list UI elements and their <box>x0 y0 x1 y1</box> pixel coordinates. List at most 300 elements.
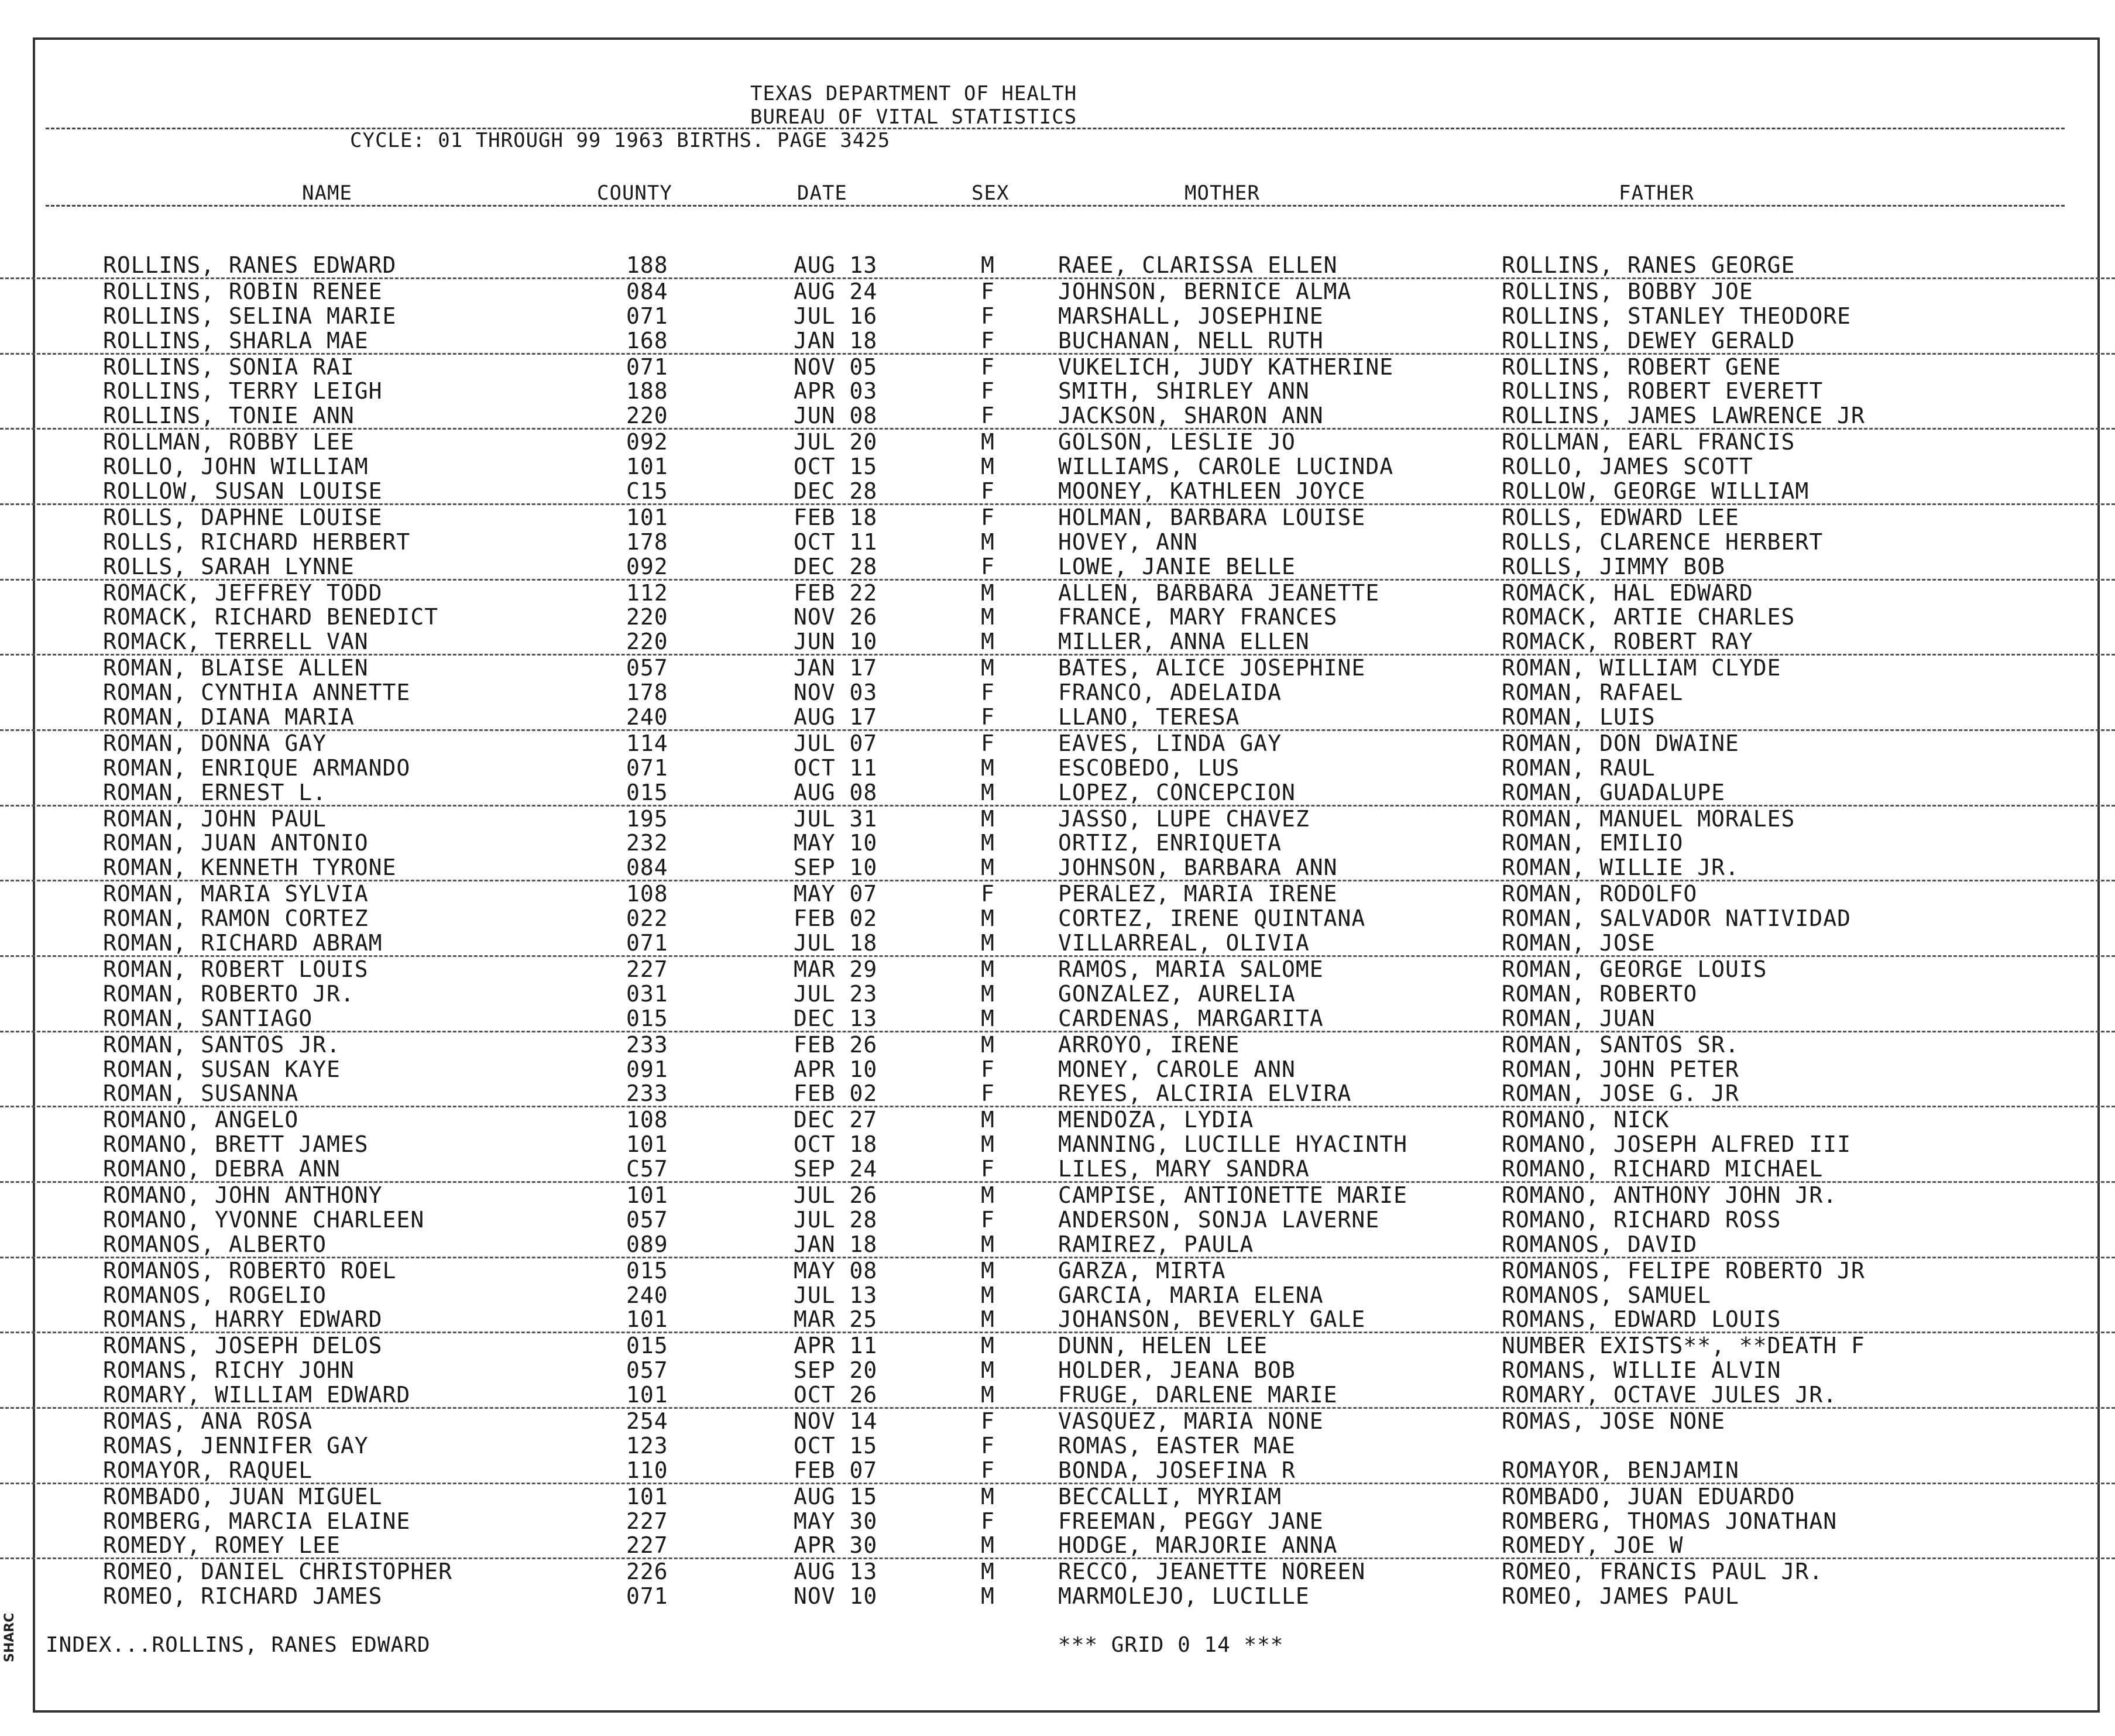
cell-county: 232 <box>626 830 668 856</box>
cell-sex: M <box>981 956 995 982</box>
table-row <box>0 379 2115 403</box>
table-row <box>0 1283 2115 1308</box>
cell-date: MAY 07 <box>794 881 878 907</box>
cell-sex: F <box>981 1206 995 1233</box>
table-row <box>0 1258 2115 1283</box>
cell-mother: HOLDER, JEANA BOB <box>1058 1357 1296 1384</box>
cell-name: ROMANO, DEBRA ANN <box>103 1156 341 1182</box>
table-row <box>0 581 2115 605</box>
table-row <box>0 505 2115 530</box>
cell-name: ROLLINS, RANES EDWARD <box>103 252 397 278</box>
cell-county: 195 <box>626 805 668 832</box>
cell-name: ROMEDY, ROMEY LEE <box>103 1532 341 1559</box>
table-row <box>0 279 2115 304</box>
cell-county: 031 <box>626 980 668 1007</box>
cell-sex: F <box>981 378 995 404</box>
cell-father: ROMANOS, SAMUEL <box>1502 1282 1712 1308</box>
cell-mother: LLANO, TERESA <box>1058 704 1240 730</box>
cell-name: ROMAN, CYNTHIA ANNETTE <box>103 680 411 706</box>
cell-mother: VILLARREAL, OLIVIA <box>1058 930 1310 956</box>
cell-name: ROMAS, ANA ROSA <box>103 1408 313 1434</box>
cell-county: 091 <box>626 1056 668 1082</box>
cell-sex: M <box>981 1131 995 1158</box>
cell-father: ROLLINS, STANLEY THEODORE <box>1502 303 1851 329</box>
cell-mother: MOONEY, KATHLEEN JOYCE <box>1058 478 1366 505</box>
cell-date: SEP 10 <box>794 855 878 881</box>
cell-county: 188 <box>626 378 668 404</box>
cell-county: 071 <box>626 1583 668 1610</box>
cell-name: ROMAN, ENRIQUE ARMANDO <box>103 754 411 781</box>
cell-father: ROMAN, MANUEL MORALES <box>1502 805 1795 832</box>
cell-sex: F <box>981 278 995 304</box>
cell-father: ROMANO, ANTHONY JOHN JR. <box>1502 1182 1838 1208</box>
cell-date: OCT 11 <box>794 529 878 555</box>
cell-father: ROLLO, JAMES SCOTT <box>1502 454 1753 480</box>
cell-date: JUN 08 <box>794 403 878 429</box>
cell-father: ROMAN, DON DWAINE <box>1502 730 1739 756</box>
table-row <box>0 304 2115 328</box>
cell-county: 101 <box>626 1306 668 1333</box>
table-row <box>0 403 2115 430</box>
cell-sex: M <box>981 805 995 832</box>
cell-sex: M <box>981 1333 995 1359</box>
cell-father: ROLLS, CLARENCE HERBERT <box>1502 529 1824 555</box>
cell-county: 168 <box>626 327 668 354</box>
cell-county: 092 <box>626 429 668 455</box>
cell-county: 233 <box>626 1080 668 1107</box>
header-rule <box>46 128 2065 129</box>
cell-name: ROLLINS, SELINA MARIE <box>103 303 397 329</box>
cell-father: ROMBERG, THOMAS JONATHAN <box>1502 1508 1838 1534</box>
cell-name: ROMACK, JEFFREY TODD <box>103 579 383 606</box>
table-row <box>0 680 2115 705</box>
cell-county: 220 <box>626 604 668 630</box>
cell-name: ROLLINS, SONIA RAI <box>103 354 355 380</box>
cell-name: ROMAYOR, RAQUEL <box>103 1457 313 1483</box>
cell-mother: CAMPISE, ANTIONETTE MARIE <box>1058 1182 1407 1208</box>
cell-county: 112 <box>626 579 668 606</box>
cell-father: ROMANS, EDWARD LOUIS <box>1502 1306 1781 1333</box>
cell-name: ROLLINS, SHARLA MAE <box>103 327 369 354</box>
cell-father: ROMBADO, JUAN EDUARDO <box>1502 1483 1795 1509</box>
cell-county: 227 <box>626 1532 668 1559</box>
cell-father: ROMANO, RICHARD ROSS <box>1502 1206 1781 1233</box>
cell-father: ROLLINS, RANES GEORGE <box>1502 252 1795 278</box>
cell-name: ROMAN, ERNEST L. <box>103 779 327 805</box>
cell-name: ROMANO, YVONNE CHARLEEN <box>103 1206 425 1233</box>
cell-county: 101 <box>626 504 668 530</box>
cell-father: ROMANO, RICHARD MICHAEL <box>1502 1156 1824 1182</box>
cell-name: ROMANO, BRETT JAMES <box>103 1131 369 1158</box>
cell-father: ROMANO, JOSEPH ALFRED III <box>1502 1131 1851 1158</box>
cell-date: OCT 26 <box>794 1382 878 1408</box>
cell-sex: F <box>981 730 995 756</box>
cell-name: ROMBADO, JUAN MIGUEL <box>103 1483 383 1509</box>
cell-sex: F <box>981 354 995 380</box>
cell-father: ROMANO, NICK <box>1502 1107 1670 1133</box>
cell-county: 123 <box>626 1432 668 1459</box>
cell-father: ROMAN, LUIS <box>1502 704 1656 730</box>
cell-mother: HOLMAN, BARBARA LOUISE <box>1058 504 1366 530</box>
cell-father: ROMACK, ARTIE CHARLES <box>1502 604 1795 630</box>
cell-county: 240 <box>626 704 668 730</box>
cell-father: ROMAN, RAUL <box>1502 754 1656 781</box>
side-label: SHARC <box>2 1613 17 1662</box>
cell-date: MAR 29 <box>794 956 878 982</box>
cell-mother: ARROYO, IRENE <box>1058 1031 1240 1058</box>
cell-mother: FREEMAN, PEGGY JANE <box>1058 1508 1324 1534</box>
table-row <box>0 328 2115 355</box>
cell-county: 057 <box>626 1357 668 1384</box>
table-row <box>0 931 2115 957</box>
cell-date: JAN 18 <box>794 1231 878 1257</box>
col-header-mother: MOTHER <box>1184 181 1260 205</box>
table-row <box>0 756 2115 780</box>
table-row <box>0 479 2115 505</box>
cell-mother: BONDA, JOSEFINA R <box>1058 1457 1296 1483</box>
cell-date: FEB 22 <box>794 579 878 606</box>
cell-mother: REYES, ALCIRIA ELVIRA <box>1058 1080 1352 1107</box>
cell-date: APR 11 <box>794 1333 878 1359</box>
cell-father: ROLLS, JIMMY BOB <box>1502 553 1726 579</box>
cell-father: ROLLS, EDWARD LEE <box>1502 504 1739 530</box>
cell-sex: F <box>981 504 995 530</box>
cell-date: JAN 17 <box>794 655 878 681</box>
cell-father: ROMAN, SANTOS SR. <box>1502 1031 1739 1058</box>
cell-name: ROMEO, DANIEL CHRISTOPHER <box>103 1559 452 1585</box>
cell-mother: ORTIZ, ENRIQUETA <box>1058 830 1282 856</box>
cell-county: 089 <box>626 1231 668 1257</box>
cell-name: ROLLO, JOHN WILLIAM <box>103 454 369 480</box>
table-row <box>0 1458 2115 1484</box>
cell-mother: GONZALEZ, AURELIA <box>1058 980 1296 1007</box>
cell-date: NOV 26 <box>794 604 878 630</box>
cell-father: ROMAN, RAFAEL <box>1502 680 1684 706</box>
cell-father: ROMAYOR, BENJAMIN <box>1502 1457 1739 1483</box>
cell-date: OCT 11 <box>794 754 878 781</box>
cell-name: ROMAS, JENNIFER GAY <box>103 1432 369 1459</box>
cell-sex: M <box>981 855 995 881</box>
table-row <box>0 1157 2115 1183</box>
bureau-title: BUREAU OF VITAL STATISTICS <box>750 105 1077 129</box>
cell-mother: HODGE, MARJORIE ANNA <box>1058 1532 1338 1559</box>
cell-name: ROMANO, JOHN ANTHONY <box>103 1182 383 1208</box>
cell-sex: F <box>981 1056 995 1082</box>
table-row <box>0 1307 2115 1333</box>
cell-father: ROMAN, ROBERTO <box>1502 980 1698 1007</box>
table-row <box>0 1409 2115 1433</box>
cell-sex: F <box>981 1457 995 1483</box>
table-row <box>0 1107 2115 1132</box>
cell-date: AUG 08 <box>794 779 878 805</box>
cell-date: JUL 28 <box>794 1206 878 1233</box>
cell-sex: F <box>981 553 995 579</box>
cell-mother: ANDERSON, SONJA LAVERNE <box>1058 1206 1380 1233</box>
cell-mother: DUNN, HELEN LEE <box>1058 1333 1268 1359</box>
table-row <box>0 1484 2115 1509</box>
cell-name: ROLLS, DAPHNE LOUISE <box>103 504 383 530</box>
table-row <box>0 731 2115 756</box>
cell-county: C57 <box>626 1156 668 1182</box>
cell-mother: MARSHALL, JOSEPHINE <box>1058 303 1324 329</box>
cell-mother: FRANCE, MARY FRANCES <box>1058 604 1338 630</box>
cell-county: 178 <box>626 529 668 555</box>
cell-sex: F <box>981 403 995 429</box>
cell-sex: M <box>981 629 995 655</box>
cell-sex: M <box>981 1031 995 1058</box>
cell-name: ROMAN, SANTOS JR. <box>103 1031 341 1058</box>
cell-date: JUL 23 <box>794 980 878 1007</box>
cycle-line: CYCLE: 01 THROUGH 99 1963 BIRTHS. PAGE 3425 <box>350 129 891 152</box>
cell-mother: JOHNSON, BARBARA ANN <box>1058 855 1338 881</box>
cell-sex: M <box>981 429 995 455</box>
cell-father: ROMAN, JOSE <box>1502 930 1656 956</box>
table-row <box>0 982 2115 1006</box>
cell-father: ROMAN, JUAN <box>1502 1005 1656 1031</box>
table-row <box>0 253 2115 279</box>
cell-name: ROMACK, TERRELL VAN <box>103 629 369 655</box>
cell-sex: M <box>981 1306 995 1333</box>
cell-name: ROMAN, KENNETH TYRONE <box>103 855 397 881</box>
cell-sex: M <box>981 830 995 856</box>
table-row <box>0 1433 2115 1458</box>
records-table <box>0 253 2115 1608</box>
cell-name: ROLLINS, TERRY LEIGH <box>103 378 383 404</box>
col-header-date: DATE <box>797 181 847 205</box>
table-row <box>0 1057 2115 1082</box>
cell-mother: RAEE, CLARISSA ELLEN <box>1058 252 1338 278</box>
table-row <box>0 430 2115 454</box>
table-row <box>0 780 2115 807</box>
cell-father: NUMBER EXISTS**, **DEATH F <box>1502 1333 1865 1359</box>
cell-date: AUG 15 <box>794 1483 878 1509</box>
cell-mother: CARDENAS, MARGARITA <box>1058 1005 1324 1031</box>
cell-county: 022 <box>626 905 668 932</box>
cell-date: AUG 13 <box>794 1559 878 1585</box>
cell-mother: RECCO, JEANETTE NOREEN <box>1058 1559 1366 1585</box>
cell-name: ROMAN, DIANA MARIA <box>103 704 355 730</box>
cell-name: ROLLOW, SUSAN LOUISE <box>103 478 383 505</box>
table-row <box>0 454 2115 479</box>
cell-sex: M <box>981 529 995 555</box>
table-row <box>0 1509 2115 1533</box>
cell-county: 101 <box>626 1182 668 1208</box>
cell-sex: M <box>981 1182 995 1208</box>
table-row <box>0 1132 2115 1157</box>
cell-county: 101 <box>626 1483 668 1509</box>
cell-sex: F <box>981 881 995 907</box>
cell-name: ROLLS, SARAH LYNNE <box>103 553 355 579</box>
cell-name: ROMANS, RICHY JOHN <box>103 1357 355 1384</box>
cell-county: 108 <box>626 881 668 907</box>
cell-name: ROMAN, ROBERT LOUIS <box>103 956 369 982</box>
cell-county: 084 <box>626 855 668 881</box>
cell-county: 071 <box>626 354 668 380</box>
cell-father: ROLLINS, ROBERT GENE <box>1502 354 1781 380</box>
cell-date: JUL 16 <box>794 303 878 329</box>
cell-county: 101 <box>626 1131 668 1158</box>
cell-sex: M <box>981 454 995 480</box>
cell-county: 114 <box>626 730 668 756</box>
table-row <box>0 605 2115 629</box>
cell-father: ROMAS, JOSE NONE <box>1502 1408 1726 1434</box>
table-row <box>0 1207 2115 1232</box>
cell-mother: LOPEZ, CONCEPCION <box>1058 779 1296 805</box>
table-row <box>0 1081 2115 1107</box>
cell-mother: PERALEZ, MARIA IRENE <box>1058 881 1338 907</box>
cell-date: MAY 08 <box>794 1257 878 1284</box>
table-row <box>0 831 2115 855</box>
cell-county: 015 <box>626 1005 668 1031</box>
cell-name: ROMEO, RICHARD JAMES <box>103 1583 383 1610</box>
cell-name: ROMACK, RICHARD BENEDICT <box>103 604 439 630</box>
table-row <box>0 1533 2115 1559</box>
cell-father: ROMARY, OCTAVE JULES JR. <box>1502 1382 1838 1408</box>
cell-father: ROMAN, GUADALUPE <box>1502 779 1726 805</box>
cell-county: 254 <box>626 1408 668 1434</box>
cell-sex: M <box>981 1382 995 1408</box>
cell-sex: F <box>981 1156 995 1182</box>
cell-mother: JOHNSON, BERNICE ALMA <box>1058 278 1352 304</box>
cell-date: NOV 05 <box>794 354 878 380</box>
cell-sex: M <box>981 930 995 956</box>
cell-date: JUL 07 <box>794 730 878 756</box>
cell-date: FEB 26 <box>794 1031 878 1058</box>
cell-sex: M <box>981 1532 995 1559</box>
cell-name: ROLLS, RICHARD HERBERT <box>103 529 411 555</box>
cell-county: 227 <box>626 1508 668 1534</box>
cell-mother: BECCALLI, MYRIAM <box>1058 1483 1282 1509</box>
cell-sex: M <box>981 1357 995 1384</box>
cell-county: 057 <box>626 1206 668 1233</box>
cell-father: ROMEO, FRANCIS PAUL JR. <box>1502 1559 1824 1585</box>
cell-sex: M <box>981 655 995 681</box>
cell-name: ROMAN, SUSAN KAYE <box>103 1056 341 1082</box>
cell-date: AUG 13 <box>794 252 878 278</box>
cell-date: OCT 15 <box>794 1432 878 1459</box>
cell-sex: M <box>981 604 995 630</box>
cell-date: AUG 17 <box>794 704 878 730</box>
cell-name: ROMAN, DONNA GAY <box>103 730 327 756</box>
cell-sex: M <box>981 1257 995 1284</box>
cell-mother: EAVES, LINDA GAY <box>1058 730 1282 756</box>
cell-mother: FRUGE, DARLENE MARIE <box>1058 1382 1338 1408</box>
cell-name: ROMANS, JOSEPH DELOS <box>103 1333 383 1359</box>
cell-sex: M <box>981 1231 995 1257</box>
cell-date: NOV 10 <box>794 1583 878 1610</box>
cell-county: 188 <box>626 252 668 278</box>
cell-county: 101 <box>626 454 668 480</box>
cell-name: ROMAN, ROBERTO JR. <box>103 980 355 1007</box>
cell-sex: M <box>981 579 995 606</box>
table-row <box>0 1032 2115 1057</box>
table-row <box>0 656 2115 680</box>
table-row <box>0 1559 2115 1584</box>
agency-title: TEXAS DEPARTMENT OF HEALTH <box>750 82 1077 105</box>
cell-date: APR 03 <box>794 378 878 404</box>
col-header-father: FATHER <box>1619 181 1694 205</box>
cell-name: ROMAN, BLAISE ALLEN <box>103 655 369 681</box>
cell-mother: LOWE, JANIE BELLE <box>1058 553 1296 579</box>
cell-name: ROMAN, RAMON CORTEZ <box>103 905 369 932</box>
cell-name: ROMANOS, ROBERTO ROEL <box>103 1257 397 1284</box>
cell-county: 015 <box>626 1257 668 1284</box>
cell-mother: VASQUEZ, MARIA NONE <box>1058 1408 1324 1434</box>
cell-mother: BUCHANAN, NELL RUTH <box>1058 327 1324 354</box>
cell-name: ROLLMAN, ROBBY LEE <box>103 429 355 455</box>
table-row <box>0 530 2115 554</box>
cell-mother: MONEY, CAROLE ANN <box>1058 1056 1296 1082</box>
cell-county: 233 <box>626 1031 668 1058</box>
cell-mother: LILES, MARY SANDRA <box>1058 1156 1310 1182</box>
cell-date: AUG 24 <box>794 278 878 304</box>
cell-date: FEB 07 <box>794 1457 878 1483</box>
table-row <box>0 1358 2115 1382</box>
cell-county: 110 <box>626 1457 668 1483</box>
cell-sex: F <box>981 327 995 354</box>
cell-name: ROMAN, RICHARD ABRAM <box>103 930 383 956</box>
cell-county: 015 <box>626 1333 668 1359</box>
table-row <box>0 1584 2115 1608</box>
cell-father: ROLLOW, GEORGE WILLIAM <box>1502 478 1810 505</box>
cell-county: 092 <box>626 553 668 579</box>
table-row <box>0 554 2115 581</box>
table-row <box>0 1232 2115 1258</box>
cell-mother: ROMAS, EASTER MAE <box>1058 1432 1296 1459</box>
cell-county: 101 <box>626 1382 668 1408</box>
cell-father: ROMAN, JOHN PETER <box>1502 1056 1739 1082</box>
cell-county: 071 <box>626 930 668 956</box>
cell-sex: F <box>981 1080 995 1107</box>
cell-mother: MARMOLEJO, LUCILLE <box>1058 1583 1310 1610</box>
cell-county: 240 <box>626 1282 668 1308</box>
cell-sex: F <box>981 680 995 706</box>
cell-sex: M <box>981 980 995 1007</box>
table-row <box>0 1333 2115 1358</box>
cell-county: 071 <box>626 754 668 781</box>
table-row <box>0 629 2115 656</box>
cell-mother: FRANCO, ADELAIDA <box>1058 680 1282 706</box>
cell-date: APR 30 <box>794 1532 878 1559</box>
cell-mother: JACKSON, SHARON ANN <box>1058 403 1324 429</box>
cell-sex: M <box>981 1005 995 1031</box>
cell-father: ROMAN, WILLIE JR. <box>1502 855 1739 881</box>
table-row <box>0 906 2115 931</box>
table-row <box>0 881 2115 906</box>
cell-father: ROMAN, GEORGE LOUIS <box>1502 956 1767 982</box>
cell-mother: JOHANSON, BEVERLY GALE <box>1058 1306 1366 1333</box>
cell-mother: ESCOBEDO, LUS <box>1058 754 1240 781</box>
cell-mother: ALLEN, BARBARA JEANETTE <box>1058 579 1380 606</box>
table-row <box>0 957 2115 982</box>
cell-sex: F <box>981 704 995 730</box>
table-row <box>0 855 2115 881</box>
cell-father: ROMANS, WILLIE ALVIN <box>1502 1357 1781 1384</box>
table-row <box>0 1006 2115 1032</box>
cell-date: JUN 10 <box>794 629 878 655</box>
cell-date: DEC 28 <box>794 478 878 505</box>
cell-father: ROLLINS, ROBERT EVERETT <box>1502 378 1824 404</box>
cell-mother: GARZA, MIRTA <box>1058 1257 1226 1284</box>
cell-father: ROMACK, HAL EDWARD <box>1502 579 1753 606</box>
cell-father: ROMAN, EMILIO <box>1502 830 1684 856</box>
cell-date: FEB 02 <box>794 1080 878 1107</box>
col-header-county: COUNTY <box>597 181 672 205</box>
cell-county: 071 <box>626 303 668 329</box>
cell-county: 220 <box>626 403 668 429</box>
cell-father: ROMAN, JOSE G. JR <box>1502 1080 1739 1107</box>
cell-father: ROMAN, WILLIAM CLYDE <box>1502 655 1781 681</box>
